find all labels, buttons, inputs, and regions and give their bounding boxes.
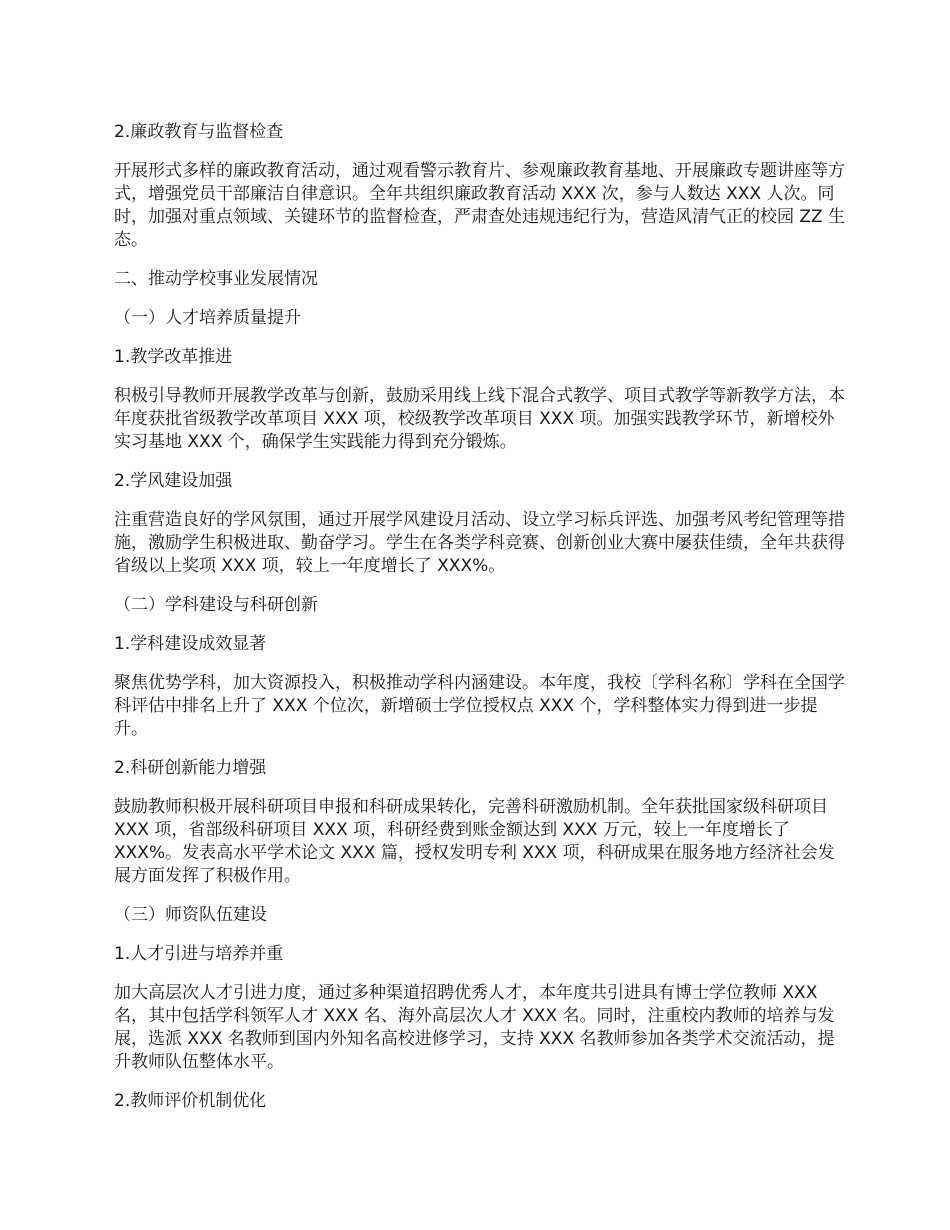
paragraph-lianzheng-education: 开展形式多样的廉政教育活动，通过观看警示教育片、参观廉政教育基地、开展廉政专题讲座等方式，增强党员干部廉洁自律意识。全年共组织廉政教育活动 XXX 次，参与人数达 XXX 人次。同时，加强对重点领域、关键环节的监督检查，严肃查处违规违纪行为，营造风清气正的校园 ZZ 生态。 [114,161,846,250]
paragraph-study-style: 注重营造良好的学风氛围，通过开展学风建设月活动、设立学习标兵评选、加强考风考纪管理等措施，激励学生积极进取、勤奋学习。学生在各类学科竞赛、创新创业大赛中屡获佳绩，全年共获得省级以上奖项 XXX 项，较上一年度增长了 XXX%。 [114,510,845,576]
heading-section-two: 二、推动学校事业发展情况 [114,269,318,289]
heading-faculty-team: （三）师资队伍建设 [114,905,267,925]
heading-lianzheng-education: 2.廉政教育与监督检查 [114,122,284,142]
heading-study-style: 2.学风建设加强 [114,471,233,491]
heading-talent-training: （一）人才培养质量提升 [114,308,301,328]
heading-discipline-research: （二）学科建设与科研创新 [114,595,318,615]
paragraph-research-innovation: 鼓励教师积极开展科研项目申报和科研成果转化，完善科研激励机制。全年获批国家级科研项目 XXX 项，省部级科研项目 XXX 项，科研经费到账金额达到 XXX 万元，较上一年度增长了 XXX%。发表高水平学术论文 XXX 篇，授权发明专利 XXX 项，科研成果在服务地方经济社会发展方面发挥了积极作用。 [114,797,835,886]
paragraph-teaching-reform: 积极引导教师开展教学改革与创新，鼓励采用线上线下混合式教学、项目式教学等新教学方法，本年度获批省级教学改革项目 XXX 项，校级教学改革项目 XXX 项。加强实践教学环节，新增校外实习基地 XXX 个，确保学生实践能力得到充分锻炼。 [114,386,845,452]
heading-discipline-construction: 1.学科建设成效显著 [114,634,267,654]
heading-teacher-evaluation: 2.教师评价机制优化 [114,1091,267,1111]
heading-talent-introduction: 1.人才引进与培养并重 [114,944,284,964]
paragraph-discipline-construction: 聚焦优势学科，加大资源投入，积极推动学科内涵建设。本年度，我校〔学科名称〕学科在全国学科评估中排名上升了 XXX 个位次，新增硕士学位授权点 XXX 个，学科整体实力得到进一步提升。 [114,673,845,739]
paragraph-talent-introduction: 加大高层次人才引进力度，通过多种渠道招聘优秀人才，本年度共引进具有博士学位教师 XXX 名，其中包括学科领军人才 XXX 名、海外高层次人才 XXX 名。同时，注重校内教师的培养与发展，选派 XXX 名教师到国内外知名高校进修学习，支持 XXX 名教师参加各类学术交流活动，提升教师队伍整体水平。 [114,983,835,1072]
heading-teaching-reform: 1.教学改革推进 [114,347,233,367]
heading-research-innovation: 2.科研创新能力增强 [114,758,267,778]
